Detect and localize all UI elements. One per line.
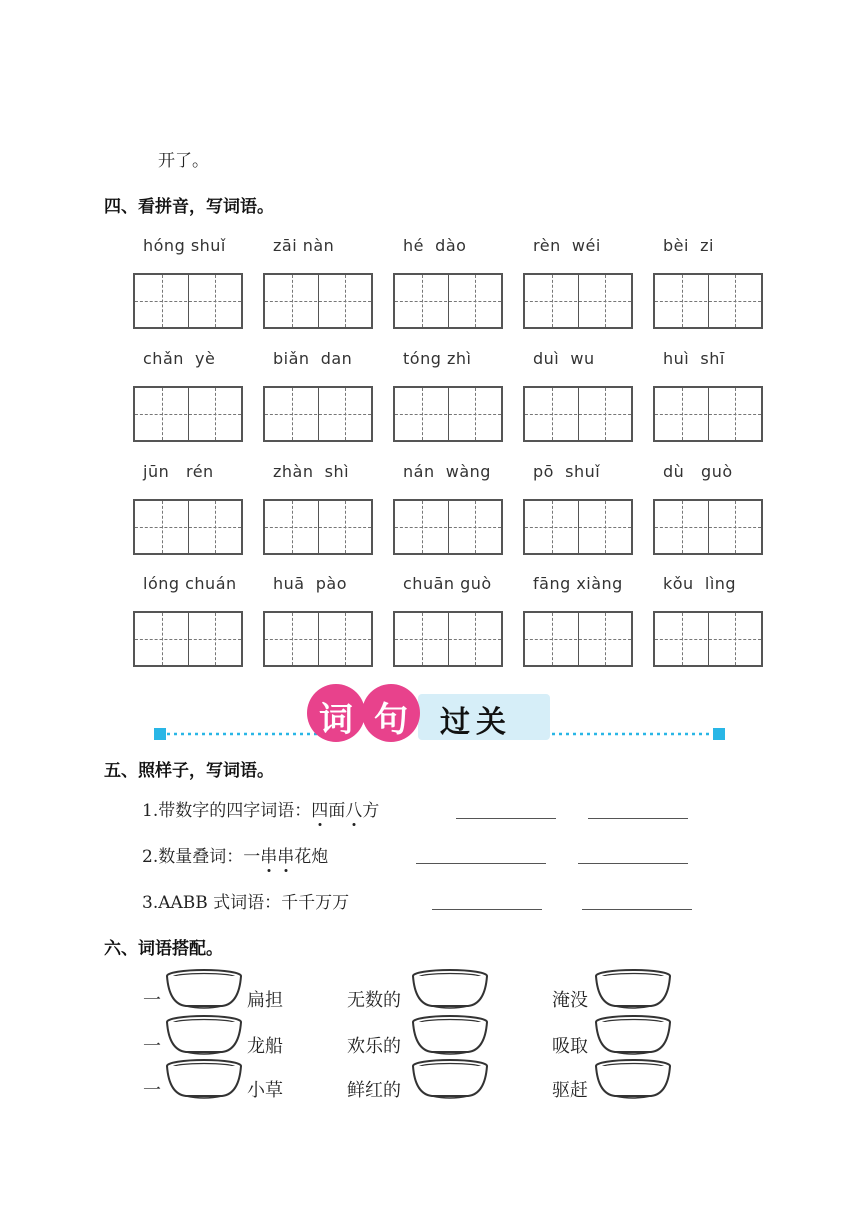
banner-text: 过关 <box>440 705 512 740</box>
example-item-2: 2.数量叠词：一串串花炮 <box>142 842 328 867</box>
pinyin-label: zhàn shì <box>273 462 350 481</box>
answer-blank[interactable] <box>432 889 542 910</box>
banner-char-1: 词 <box>319 700 353 740</box>
bowl-answer-slot[interactable] <box>593 1012 673 1060</box>
writing-box[interactable] <box>653 273 763 329</box>
answer-blank[interactable] <box>456 798 556 819</box>
dotted-char: 四 <box>311 796 328 821</box>
answer-blank[interactable] <box>582 889 692 910</box>
writing-box[interactable] <box>653 386 763 442</box>
writing-box[interactable] <box>393 499 503 555</box>
match-word: 欢乐的 <box>347 1036 401 1057</box>
answer-blank[interactable] <box>416 843 546 864</box>
writing-box[interactable] <box>523 611 633 667</box>
writing-box[interactable] <box>263 273 373 329</box>
pinyin-label: jūn rén <box>143 462 214 481</box>
pinyin-label: huì shī <box>663 349 725 368</box>
dotted-char: 八 <box>345 796 362 821</box>
match-word: 小草 <box>247 1080 283 1101</box>
writing-box[interactable] <box>393 386 503 442</box>
bowl-answer-slot[interactable] <box>410 966 490 1014</box>
writing-box[interactable] <box>523 273 633 329</box>
match-word: 扁担 <box>247 990 283 1011</box>
writing-box[interactable] <box>263 499 373 555</box>
writing-box[interactable] <box>133 499 243 555</box>
pinyin-label: pō shuǐ <box>533 462 601 481</box>
pinyin-label: hóng shuǐ <box>143 236 226 255</box>
dotted-char: 串 <box>277 842 294 867</box>
answer-blank[interactable] <box>578 843 688 864</box>
writing-box[interactable] <box>653 611 763 667</box>
continuation-text: 开了。 <box>158 151 209 171</box>
pinyin-label: zāi nàn <box>273 236 335 255</box>
writing-box[interactable] <box>263 386 373 442</box>
match-word: 鲜红的 <box>347 1080 401 1101</box>
section-6-title: 六、词语搭配。 <box>104 939 223 959</box>
pinyin-label: rèn wéi <box>533 236 601 255</box>
example-item-1: 1.带数字的四字词语：四面八方 <box>142 796 379 821</box>
writing-box[interactable] <box>133 611 243 667</box>
pinyin-label: kǒu lìng <box>663 574 737 593</box>
dotted-char: 串 <box>260 842 277 867</box>
match-word: 无数的 <box>347 990 401 1011</box>
match-word: 淹没 <box>552 990 588 1011</box>
pinyin-label: dù guò <box>663 462 733 481</box>
section-banner <box>0 680 860 750</box>
writing-box[interactable] <box>393 273 503 329</box>
bowl-answer-slot[interactable] <box>410 1012 490 1060</box>
bowl-answer-slot[interactable] <box>593 966 673 1014</box>
pinyin-label: fāng xiàng <box>533 574 623 593</box>
pinyin-label: chuān guò <box>403 574 492 593</box>
banner-char-2: 句 <box>374 700 408 740</box>
writing-box[interactable] <box>523 386 633 442</box>
match-word: 龙船 <box>247 1036 283 1057</box>
section-4-title: 四、看拼音，写词语。 <box>104 197 274 217</box>
pinyin-label: biǎn dan <box>273 349 353 368</box>
match-word: 吸取 <box>552 1036 588 1057</box>
prefix-yi: 一 <box>143 990 161 1011</box>
writing-box[interactable] <box>393 611 503 667</box>
pinyin-label: huā pào <box>273 574 348 593</box>
pinyin-label: duì wu <box>533 349 595 368</box>
pinyin-label: nán wàng <box>403 462 491 481</box>
section-5-title: 五、照样子，写词语。 <box>104 761 274 781</box>
writing-box[interactable] <box>263 611 373 667</box>
bowl-answer-slot[interactable] <box>410 1056 490 1104</box>
banner-decoration <box>0 680 860 750</box>
bowl-answer-slot[interactable] <box>593 1056 673 1104</box>
prefix-yi: 一 <box>143 1080 161 1101</box>
writing-box[interactable] <box>133 273 243 329</box>
example-item-3: 3.AABB 式词语：千千万万 <box>142 893 350 913</box>
pinyin-label: tóng zhì <box>403 349 472 368</box>
writing-box[interactable] <box>523 499 633 555</box>
pinyin-label: lóng chuán <box>143 574 237 593</box>
answer-blank[interactable] <box>588 798 688 819</box>
pinyin-label: chǎn yè <box>143 349 216 368</box>
writing-box[interactable] <box>133 386 243 442</box>
bowl-answer-slot[interactable] <box>164 1056 244 1104</box>
pinyin-label: hé dào <box>403 236 467 255</box>
bowl-answer-slot[interactable] <box>164 1012 244 1060</box>
prefix-yi: 一 <box>143 1036 161 1057</box>
bowl-answer-slot[interactable] <box>164 966 244 1014</box>
pinyin-label: bèi zi <box>663 236 714 255</box>
match-word: 驱赶 <box>552 1080 588 1101</box>
writing-box[interactable] <box>653 499 763 555</box>
